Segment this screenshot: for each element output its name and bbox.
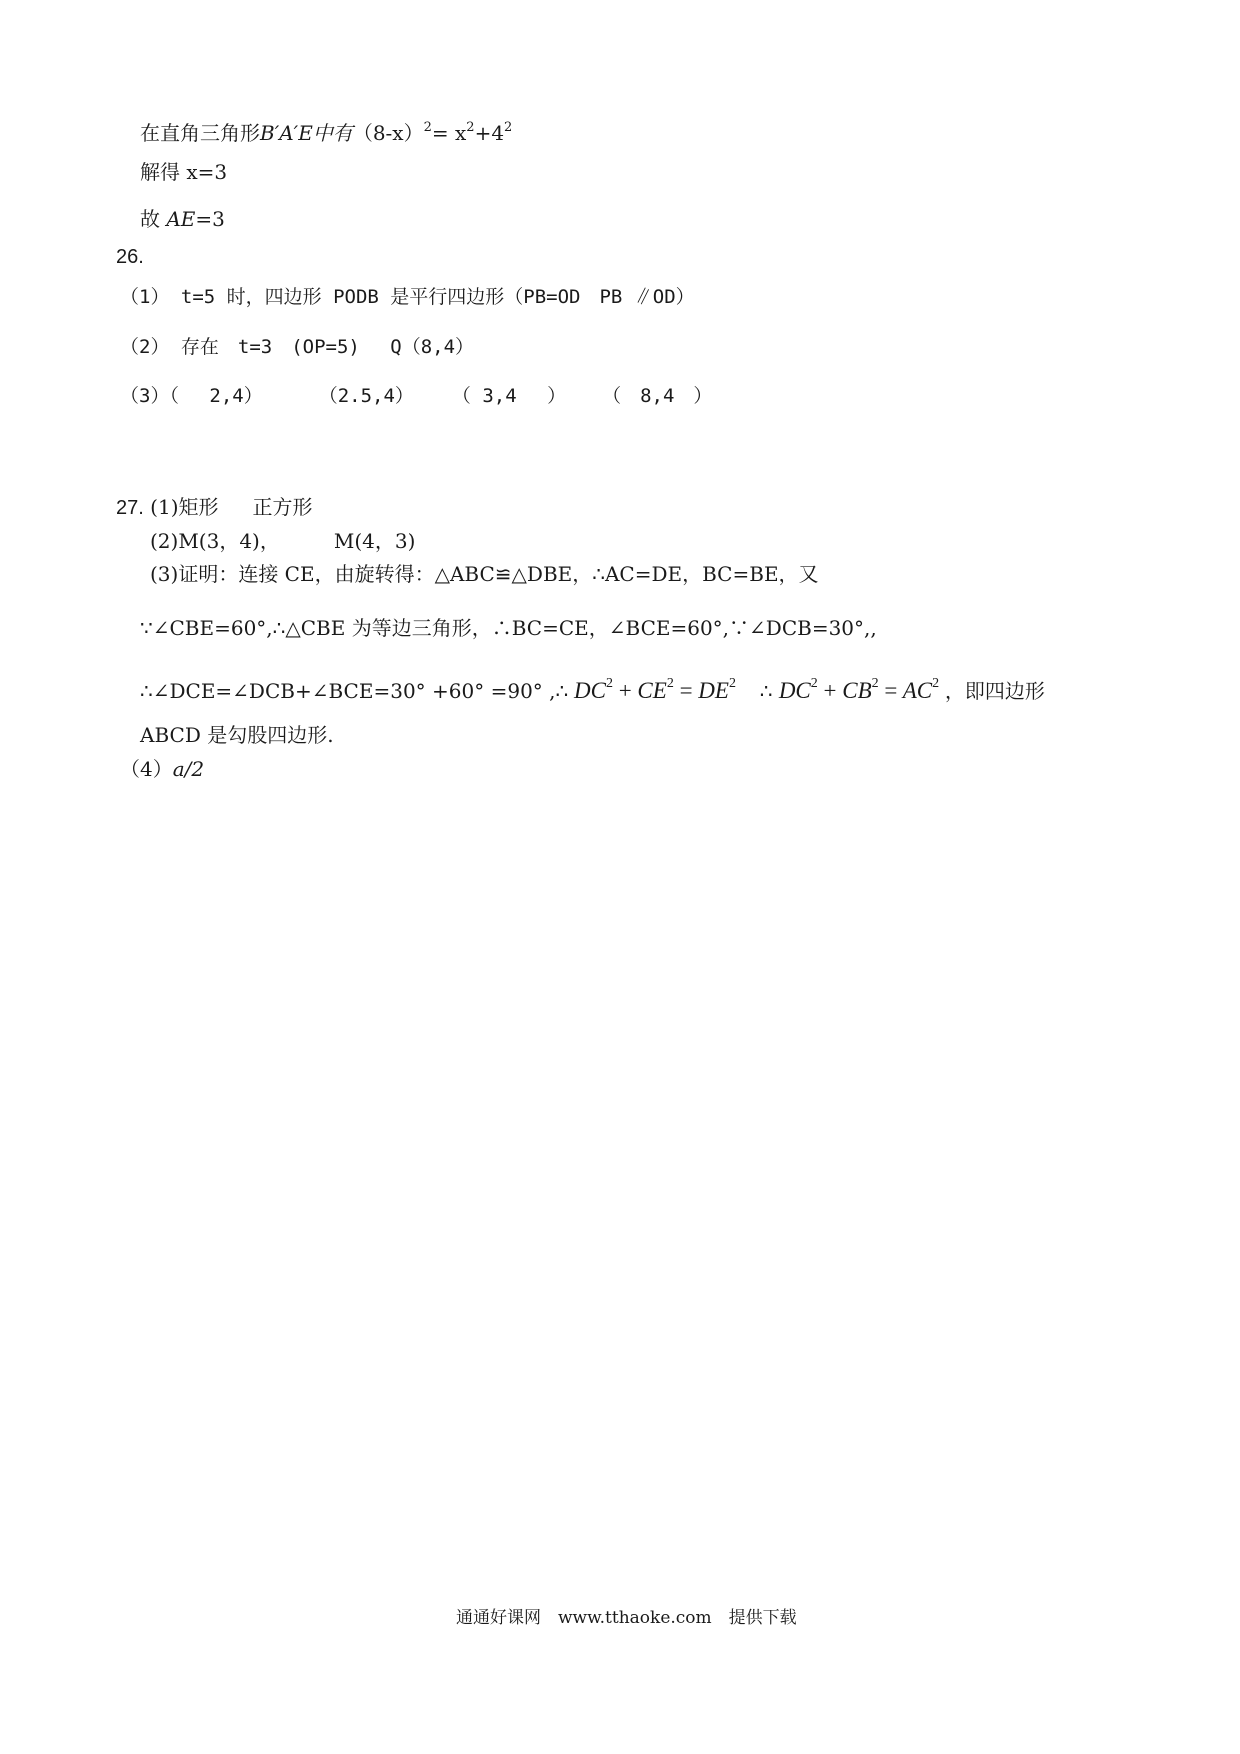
page-footer: 通通好课网 www.tthaoke.com 提供下载: [456, 1608, 797, 1628]
q27-proof-line-1: (3)证明：连接 CE，由旋转得：△ABC≌△DBE，∴AC=DE，BC=BE，又: [150, 562, 819, 586]
q25-line-2: 解得 x=3: [140, 160, 228, 184]
q27-point-a: (2)M(3，4)，: [150, 529, 280, 553]
q25-triangle: B′A′E: [260, 121, 313, 145]
q26-part-2: （2） 存在 t=3 (OP=5) Q（8,4）: [120, 336, 475, 358]
q27-number: 27.: [116, 497, 144, 519]
q27-proof-line-4: ABCD 是勾股四边形.: [140, 723, 334, 747]
q25-plus: +4: [474, 121, 505, 145]
q25-exp: 2: [466, 120, 475, 135]
q27-therefore: ∴: [759, 679, 773, 703]
q27-part-4-answer: a/2: [172, 757, 205, 781]
q27-part-4: [120, 757, 204, 781]
q25-value: =3: [195, 207, 225, 231]
q27-proof-line-3: [140, 676, 1045, 705]
q26-number: 26.: [116, 246, 144, 268]
q26-point-4: （ 8,4 ）: [602, 385, 713, 407]
q27-answer-a: (1)矩形: [150, 495, 219, 519]
q26-point-2: （2.5,4）: [318, 385, 414, 407]
q25-eq: = x: [431, 121, 467, 145]
q25-text-mid: 中有: [312, 121, 353, 145]
q27-angle-sum: ∴∠DCE=∠DCB+∠BCE=30° +60° =90° ,∴: [140, 679, 569, 703]
q25-text: 在直角三角形: [140, 121, 260, 145]
q27-equation-2: $DC^2 + CB^2 = AC^2$: [778, 676, 940, 703]
q25-exp: 2: [423, 120, 432, 135]
q27-equation-1: $DC^2 + CE^2 = DE^2$: [573, 676, 736, 703]
q27-part-1: [116, 495, 313, 520]
q26-point-3: （ 3,4 ）: [451, 385, 567, 407]
q26-part-3: [120, 385, 712, 408]
q27-part-4-label: （4）: [120, 757, 173, 781]
q27-proof-line-2: ∵∠CBE=60°,∴△CBE 为等边三角形，∴BC=CE，∠BCE=60°,∵∠DCB=30°,,: [140, 616, 877, 640]
q25-line-3: [140, 207, 225, 231]
q27-conclusion: ，即四边形: [944, 679, 1045, 703]
q27-point-b: M(4，3): [333, 529, 416, 553]
q26-part-1: （1） t=5 时，四边形 PODB 是平行四边形（PB=OD PB ∥OD）: [120, 286, 695, 308]
q27-answer-b: 正方形: [252, 495, 313, 519]
q25-expr: （8-x）: [352, 121, 424, 145]
q27-part-2: [150, 529, 415, 553]
q25-conclusion: 故: [140, 207, 160, 231]
q26-point-1: （3）（ 2,4）: [120, 385, 263, 407]
q25-var: AE: [166, 207, 196, 231]
q25-line-1: [140, 120, 512, 145]
q25-exp: 2: [504, 120, 513, 135]
